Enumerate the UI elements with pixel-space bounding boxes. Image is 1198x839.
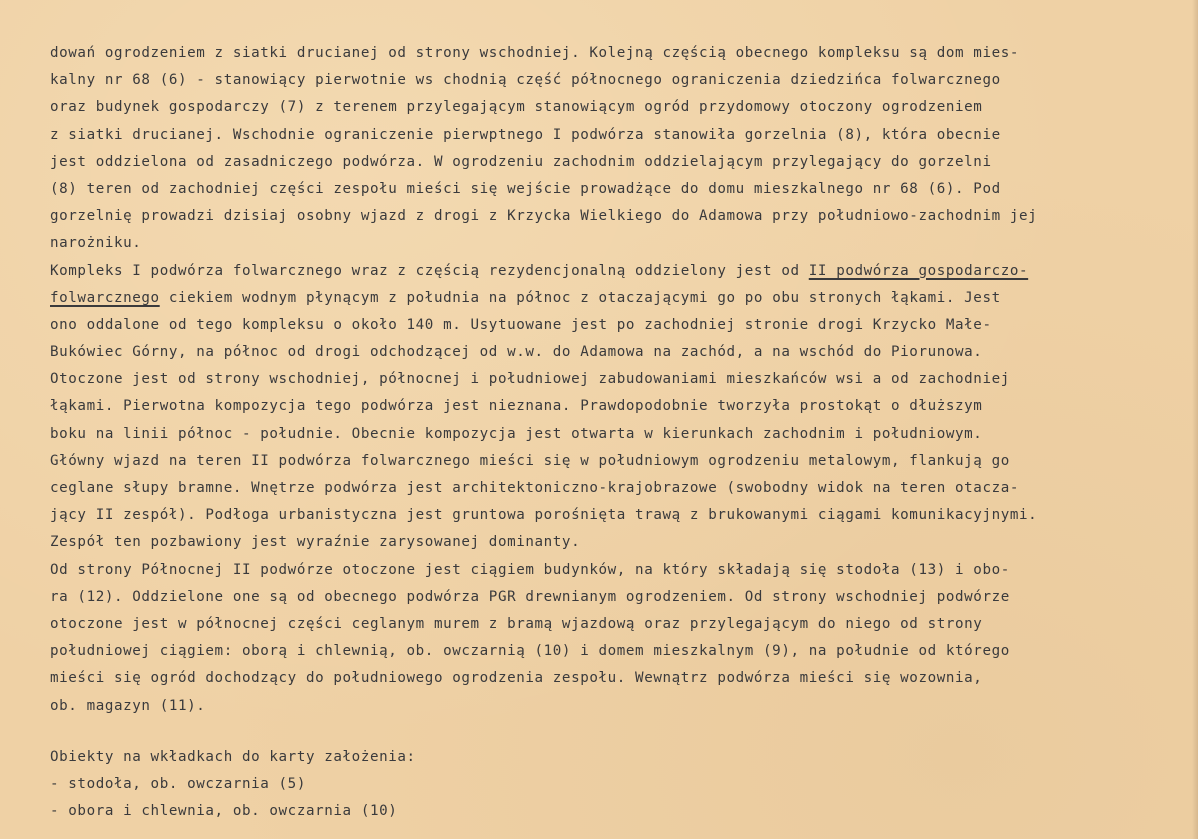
- text-line: boku na linii północ - południe. Obecnie kompozycja jest otwarta w kierunkach zachodnim i południowym.: [50, 425, 983, 442]
- text-line: gorzelnię prowadzi dzisiaj osobny wjazd z drogi z Krzycka Wielkiego do Adamowa przy południowo-zachodnim jej: [50, 208, 1038, 225]
- list-item: - stodoła, ob. owczarnia (5): [50, 775, 306, 792]
- objects-list: [50, 744, 1160, 826]
- text-line: oraz budynek gospodarczy (7) z terenem przylegającym stanowiącym ogród przydomowy otoczony ogrodzeniem: [50, 99, 983, 116]
- text-line: narożniku.: [50, 235, 142, 252]
- text-line: ono oddalone od tego kompleksu o około 140 m. Usytuowane jest po zachodniej stronie drogi Krzycko Małe-: [50, 316, 992, 333]
- underlined-term: II podwórza gospodarczo-: [808, 262, 1029, 279]
- document-text: [50, 40, 1160, 825]
- objects-heading: Obiekty na wkładkach do karty założenia:: [50, 748, 416, 765]
- text-line: mieści się ogród dochodzący do południowego ogrodzenia zespołu. Wewnątrz podwórza mieści się wozownia,: [50, 670, 983, 687]
- paragraph-3: [50, 557, 1160, 720]
- text-line: dowań ogrodzeniem z siatki drucianej od strony wschodniej. Kolejną częścią obecnego kompleksu są dom mies-: [50, 45, 1020, 61]
- blank-line: [50, 720, 1160, 744]
- text-line: łąkami. Pierwotna kompozycja tego podwórza jest nieznana. Prawdopodobnie tworzyła prostokąt o dłuższym: [50, 398, 983, 415]
- text-line: ra (12). Oddzielone one są od obecnego podwórza PGR drewnianym ogrodzeniem. Od strony wschodniej podwórze: [50, 588, 1010, 605]
- text-line: południowej ciągiem: oborą i chlewnią, ob. owczarnią (10) i domem mieszkalnym (9), na południe od którego: [50, 643, 1010, 660]
- text-line: [50, 258, 1160, 285]
- paragraph-1: [50, 40, 1160, 258]
- text-line: kalny nr 68 (6) - stanowiący pierwotnie ws chodnią część północnego ograniczenia dziedzińca folwarcznego: [50, 72, 1001, 89]
- text-segment: ciekiem wodnym płynącym z południa na północ z otaczającymi go po obu stronych łąkami. Jest: [159, 289, 1001, 306]
- text-line: otoczone jest w północnej części ceglanym murem z bramą wjazdową oraz przylegającym do niego od strony: [50, 615, 983, 632]
- text-line: Od strony Północnej II podwórze otoczone jest ciągiem budynków, na który składają się stodoła (13) i obo-: [50, 561, 1010, 578]
- text-line: [50, 285, 1160, 312]
- text-line: z siatki drucianej. Wschodnie ograniczenie pierwptnego I podwórza stanowiła gorzelnia (8), która obecnie: [50, 126, 1001, 143]
- text-line: Główny wjazd na teren II podwórza folwarcznego mieści się w południowym ogrodzeniu metalowym, flankują go: [50, 452, 1010, 469]
- text-line: Zespół ten pozbawiony jest wyraźnie zarysowanej dominanty.: [50, 534, 581, 551]
- text-segment: Kompleks I podwórza folwarcznego wraz z częścią rezydencjonalną oddzielony jest od: [50, 262, 809, 279]
- list-item: - obora i chlewnia, ob. owczarnia (10): [50, 803, 398, 820]
- text-line: ob. magazyn (11).: [50, 697, 206, 714]
- text-line: jący II zespół). Podłoga urbanistyczna jest gruntowa porośnięta trawą z brukowanymi ciągami komunikacyjnymi.: [50, 507, 1038, 524]
- text-line: ceglane słupy bramne. Wnętrze podwórza jest architektoniczno-krajobrazowe (swobodny widok na teren otacza-: [50, 480, 1020, 496]
- text-line: Otoczone jest od strony wschodniej, północnej i południowej zabudowaniami mieszkańców wsi a od zachodniej: [50, 371, 1010, 388]
- page-edge-shadow: [1192, 0, 1198, 839]
- underlined-term: folwarcznego: [50, 289, 160, 306]
- paragraph-2: [50, 258, 1160, 557]
- text-line: jest oddzielona od zasadniczego podwórza. W ogrodzeniu zachodnim oddzielającym przylegający do gorzelni: [50, 153, 992, 170]
- text-line: (8) teren od zachodniej części zespołu mieści się wejście prowadżące do domu mieszkalnego nr 68 (6). Pod: [50, 180, 1001, 197]
- text-line: Bukówiec Górny, na północ od drogi odchodzącej od w.w. do Adamowa na zachód, a na wschód do Piorunowa.: [50, 344, 983, 361]
